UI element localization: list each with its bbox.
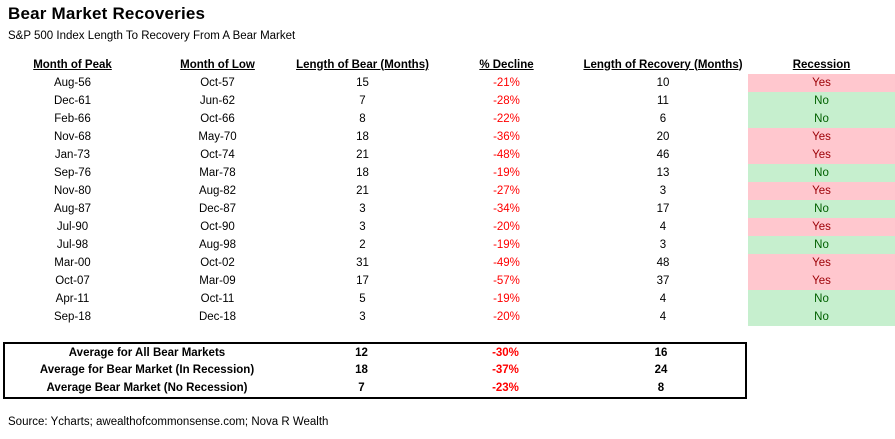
table-row [0, 218, 895, 236]
table-row [0, 110, 895, 128]
recession-cell: Yes [748, 254, 895, 272]
length-of-recovery-cell: 10 [656, 77, 670, 89]
month-of-low-cell: Oct-11 [200, 293, 235, 305]
month-of-peak-cell: Oct-07 [55, 275, 90, 287]
month-of-peak-cell: Nov-80 [53, 185, 92, 197]
summary-decline: -23% [492, 381, 519, 394]
summary-row-no-recession [5, 379, 745, 397]
percent-decline-cell: -36% [493, 131, 520, 143]
length-of-bear-cell: 21 [356, 185, 369, 197]
length-of-bear-cell: 7 [359, 95, 366, 107]
table-row [0, 128, 895, 146]
month-of-low-cell: Oct-74 [200, 149, 235, 161]
summary-length-of-bear: 12 [355, 346, 368, 359]
recession-cell: Yes [748, 128, 895, 146]
percent-decline-cell: -34% [493, 203, 520, 215]
length-of-bear-cell: 3 [359, 311, 366, 323]
recession-cell: No [748, 92, 895, 110]
page-title: Bear Market Recoveries [8, 4, 206, 23]
length-of-bear-cell: 21 [356, 149, 369, 161]
summary-recovery: 16 [654, 346, 668, 359]
percent-decline-cell: -20% [493, 221, 520, 233]
month-of-peak-cell: Nov-68 [53, 131, 92, 143]
month-of-low-cell: May-70 [198, 131, 237, 143]
col-header-percent-decline: % Decline [479, 58, 534, 71]
summary-recovery: 24 [654, 364, 668, 377]
summary-table [5, 344, 745, 397]
summary-label: Average for All Bear Markets [68, 346, 226, 359]
percent-decline-cell: -20% [493, 311, 520, 323]
summary-label: Average Bear Market (No Recession) [46, 381, 248, 394]
month-of-peak-cell: Jan-73 [54, 149, 91, 161]
bear-table-body [0, 74, 895, 326]
length-of-recovery-cell: 3 [659, 185, 667, 197]
bear-market-table [0, 55, 895, 326]
col-header-length-of-recovery: Length of Recovery (Months) [583, 58, 743, 71]
length-of-recovery-cell: 3 [659, 239, 667, 251]
col-header-month-of-low: Month of Low [180, 58, 255, 71]
recession-cell: No [748, 164, 895, 182]
recession-cell: Yes [748, 74, 895, 92]
month-of-low-cell: Oct-66 [200, 113, 235, 125]
table-row [0, 182, 895, 200]
month-of-low-cell: Oct-90 [200, 221, 235, 233]
table-row [0, 236, 895, 254]
month-of-peak-cell: Jul-90 [56, 221, 89, 233]
month-of-peak-cell: Jul-98 [56, 239, 89, 251]
table-row [0, 290, 895, 308]
table-header [0, 55, 895, 74]
length-of-bear-cell: 5 [359, 293, 366, 305]
summary-row-all [5, 344, 745, 362]
recession-cell: No [748, 236, 895, 254]
length-of-recovery-cell: 17 [656, 203, 670, 215]
month-of-peak-cell: Sep-18 [53, 311, 92, 323]
recession-cell: No [748, 200, 895, 218]
summary-decline: -37% [492, 364, 519, 377]
recession-cell: No [748, 110, 895, 128]
percent-decline-cell: -48% [493, 149, 520, 161]
month-of-peak-cell: Feb-66 [54, 113, 91, 125]
recession-cell: Yes [748, 146, 895, 164]
table-row [0, 74, 895, 92]
summary-label: Average for Bear Market (In Recession) [39, 364, 255, 377]
table-row [0, 92, 895, 110]
summary-box [3, 342, 747, 399]
summary-decline: -30% [492, 346, 519, 359]
month-of-peak-cell: Aug-87 [53, 203, 92, 215]
month-of-peak-cell: Mar-00 [54, 257, 91, 269]
month-of-peak-cell: Sep-76 [53, 167, 92, 179]
recession-cell: Yes [748, 182, 895, 200]
percent-decline-cell: -57% [493, 275, 520, 287]
month-of-low-cell: Dec-18 [198, 311, 237, 323]
month-of-low-cell: Mar-78 [199, 167, 236, 179]
source-attribution: Source: Ycharts; awealthofcommonsense.com; Nova R Wealth [8, 415, 329, 428]
length-of-recovery-cell: 20 [656, 131, 670, 143]
month-of-low-cell: Jun-62 [199, 95, 236, 107]
recession-cell: No [748, 308, 895, 326]
table-row [0, 254, 895, 272]
recession-cell: Yes [748, 272, 895, 290]
month-of-low-cell: Oct-57 [200, 77, 235, 89]
length-of-bear-cell: 15 [356, 77, 369, 89]
summary-length-of-bear: 18 [355, 364, 368, 377]
col-header-recession: Recession [792, 58, 851, 71]
recession-cell: Yes [748, 218, 895, 236]
table-row [0, 146, 895, 164]
percent-decline-cell: -19% [493, 167, 520, 179]
month-of-peak-cell: Dec-61 [53, 95, 92, 107]
length-of-recovery-cell: 11 [657, 95, 669, 107]
length-of-bear-cell: 3 [359, 221, 366, 233]
summary-row-in-recession [5, 362, 745, 380]
table-row [0, 308, 895, 326]
table-row [0, 272, 895, 290]
recession-cell: No [748, 290, 895, 308]
month-of-low-cell: Dec-87 [198, 203, 237, 215]
bear-market-recoveries-page [0, 4, 895, 428]
table-row [0, 164, 895, 182]
summary-recovery: 8 [657, 381, 665, 394]
length-of-recovery-cell: 4 [659, 221, 667, 233]
length-of-bear-cell: 31 [356, 257, 369, 269]
length-of-bear-cell: 8 [359, 113, 366, 125]
month-of-low-cell: Oct-02 [200, 257, 235, 269]
month-of-low-cell: Mar-09 [199, 275, 236, 287]
percent-decline-cell: -21% [493, 77, 520, 89]
month-of-low-cell: Aug-82 [198, 185, 237, 197]
percent-decline-cell: -22% [493, 113, 520, 125]
col-header-month-of-peak: Month of Peak [33, 58, 112, 71]
percent-decline-cell: -19% [493, 293, 520, 305]
length-of-recovery-cell: 4 [659, 293, 667, 305]
percent-decline-cell: -28% [493, 95, 520, 107]
length-of-bear-cell: 18 [356, 131, 369, 143]
length-of-bear-cell: 17 [356, 275, 369, 287]
month-of-peak-cell: Aug-56 [53, 77, 92, 89]
length-of-recovery-cell: 6 [659, 113, 667, 125]
length-of-recovery-cell: 48 [656, 257, 670, 269]
percent-decline-cell: -27% [493, 185, 520, 197]
length-of-bear-cell: 2 [359, 239, 366, 251]
page-subtitle: S&P 500 Index Length To Recovery From A Bear Market [8, 30, 296, 42]
length-of-recovery-cell: 46 [656, 149, 670, 161]
table-row [0, 200, 895, 218]
length-of-bear-cell: 3 [359, 203, 366, 215]
percent-decline-cell: -49% [493, 257, 520, 269]
header-row [0, 55, 895, 74]
length-of-recovery-cell: 37 [656, 275, 670, 287]
percent-decline-cell: -19% [493, 239, 520, 251]
length-of-recovery-cell: 4 [659, 311, 667, 323]
month-of-peak-cell: Apr-11 [55, 293, 90, 305]
month-of-low-cell: Aug-98 [198, 239, 237, 251]
length-of-bear-cell: 18 [356, 167, 369, 179]
length-of-recovery-cell: 13 [656, 167, 670, 179]
col-header-length-of-bear: Length of Bear (Months) [296, 58, 429, 71]
summary-length-of-bear: 7 [358, 381, 365, 394]
